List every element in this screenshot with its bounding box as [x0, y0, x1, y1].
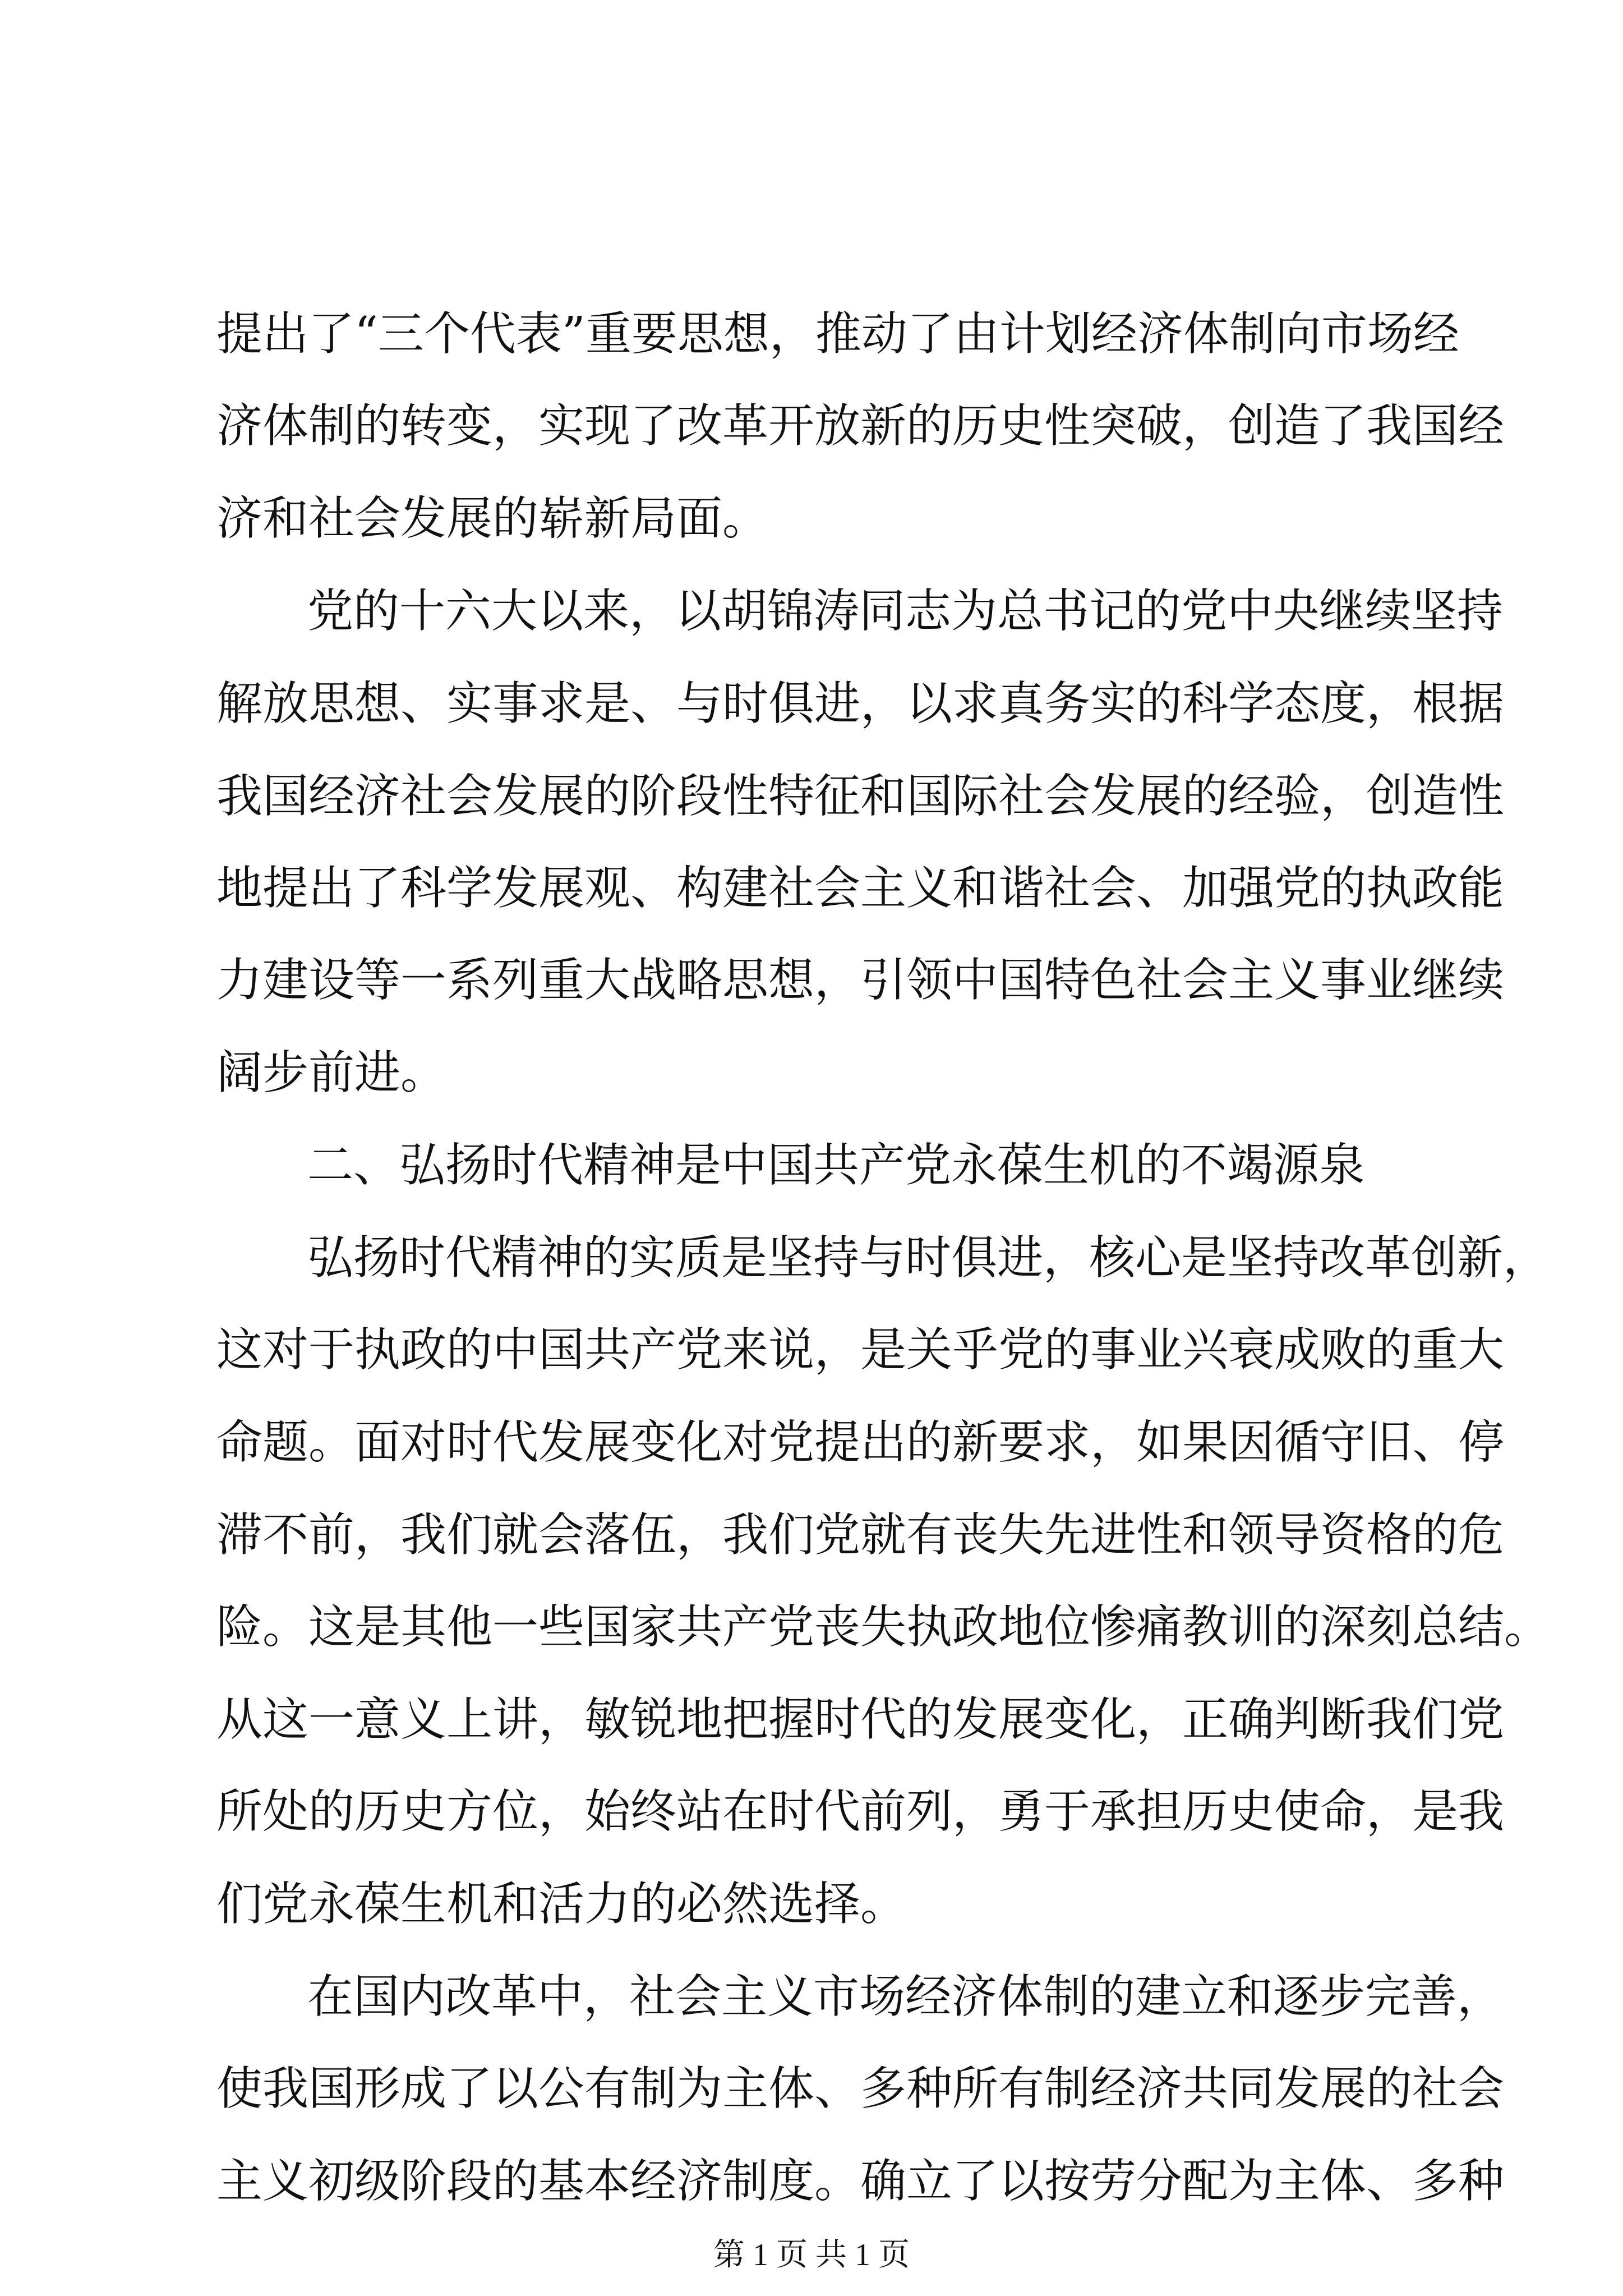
text-line: 所处的历史方位，始终站在时代前列，勇于承担历史使命，是我 [216, 1785, 1505, 1838]
text-line: 们党永葆生机和活力的必然选择。 [216, 1878, 907, 1931]
text-line: 弘扬时代精神的实质是坚持与时俱进，核心是坚持改革创新， [307, 1231, 1550, 1285]
text-line: 党的十六大以来，以胡锦涛同志为总书记的党中央继续坚持 [307, 585, 1504, 638]
text-line: 主义初级阶段的基本经济制度。确立了以按劳分配为主体、多种 [216, 2155, 1505, 2208]
page-footer: 第 1 页 共 1 页 [713, 2238, 910, 2272]
text-line: 提出了“三个代表”重要思想，推动了由计划经济体制向市场经 [216, 307, 1459, 361]
text-line: 济和社会发展的崭新局面。 [216, 492, 769, 545]
text-line: 滞不前，我们就会落伍，我们党就有丧失先进性和领导资格的危 [216, 1508, 1505, 1562]
text-line: 从这一意义上讲，敏锐地把握时代的发展变化，正确判断我们党 [216, 1693, 1505, 1746]
text-line: 解放思想、实事求是、与时俱进，以求真务实的科学态度，根据 [216, 677, 1505, 730]
text-line: 在国内改革中，社会主义市场经济体制的建立和逐步完善， [307, 1970, 1504, 2023]
text-line: 命题。面对时代发展变化对党提出的新要求，如果因循守旧、停 [216, 1416, 1505, 1469]
text-line: 这对于执政的中国共产党来说，是关乎党的事业兴衰成败的重大 [216, 1323, 1505, 1377]
text-line: 地提出了科学发展观、构建社会主义和谐社会、加强党的执政能 [216, 862, 1505, 915]
section-heading: 二、弘扬时代精神是中国共产党永葆生机的不竭源泉 [307, 1139, 1366, 1192]
text-line: 阔步前进。 [216, 1046, 447, 1099]
text-line: 济体制的转变，实现了改革开放新的历史性突破，创造了我国经 [216, 399, 1505, 453]
text-line: 险。这是其他一些国家共产党丧失执政地位惨痛教训的深刻总结。 [216, 1600, 1551, 1654]
text-line: 使我国形成了以公有制为主体、多种所有制经济共同发展的社会 [216, 2062, 1505, 2115]
text-line: 力建设等一系列重大战略思想，引领中国特色社会主义事业继续 [216, 954, 1505, 1007]
text-line: 我国经济社会发展的阶段性特征和国际社会发展的经验，创造性 [216, 770, 1505, 823]
